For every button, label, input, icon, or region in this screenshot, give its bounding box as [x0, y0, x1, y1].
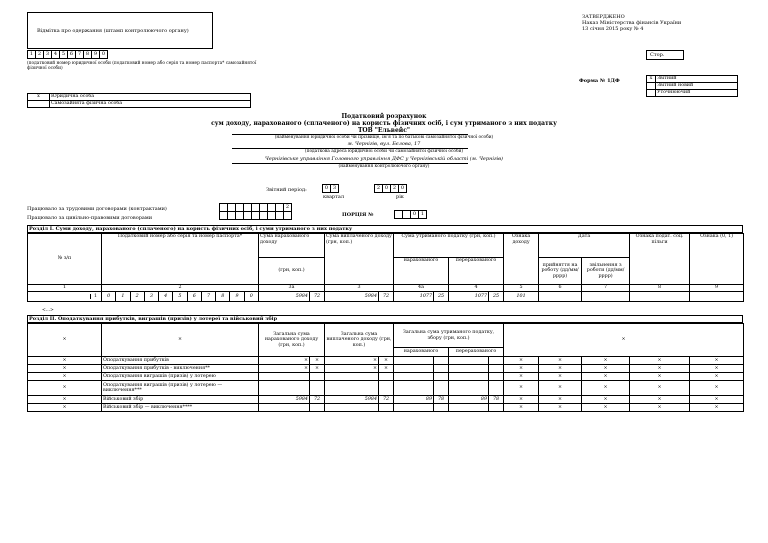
s2-row-x: × [504, 365, 539, 373]
s2-row-accrued-kop [310, 404, 325, 412]
quarter-digit: 3 [330, 184, 339, 193]
s2-row-x: × [28, 357, 102, 365]
approval-line3: 13 січня 2015 року № 4 [582, 26, 644, 32]
year-label: рік [396, 194, 404, 200]
s2-row-x: × [539, 381, 582, 396]
section1-table [27, 233, 744, 302]
s2-row-label: Оподаткування виграшів (призів) у лотерею [102, 373, 259, 381]
s1-column-number: 7 [582, 285, 630, 292]
entity-type-table [27, 93, 251, 108]
report-type-label: Уточнюючий [656, 90, 738, 97]
s2-row-x: × [539, 373, 582, 381]
year-digit: 0 [382, 184, 391, 193]
s2-row-tax-accrued [394, 373, 434, 381]
s2-header-x2: × [102, 324, 259, 357]
s2-row-tax-accrued [394, 381, 434, 396]
s2-row-x: × [582, 365, 630, 373]
s2-row-label: Військовий збір — виключення**** [102, 404, 259, 412]
company-note: (найменування юридичної особи чи прізвище, ім’я та по батькові самозайнятої фізичної особи) [274, 135, 494, 140]
s2-header-accrued: Загальна сума нарахованого доходу (грн, коп.) [259, 324, 325, 357]
section1-title-bar [27, 225, 743, 233]
s1-header-num: № з/п [28, 234, 102, 285]
s1-taxid-digit: 0 [102, 292, 116, 301]
s2-row-label: Оподаткування виграшів (призів) у лотерею — виключення*** [102, 381, 259, 396]
s1-column-number: 6 [539, 285, 582, 292]
s2-row-x: × [539, 365, 582, 373]
form-label: Форма № 1ДФ [579, 78, 620, 84]
s2-row-x: × [690, 396, 744, 404]
s2-row-paid-kop [379, 373, 394, 381]
tax-id-digit: 6 [67, 50, 76, 59]
s1-column-number: 1 [28, 285, 102, 292]
title-line1: Податковий розрахунок [341, 113, 427, 120]
s2-row-x: × [28, 396, 102, 404]
s1-taxid-digit: 7 [202, 292, 216, 301]
s1-header-withheld: Сума утриманого податку (грн, коп.) [394, 234, 504, 258]
tax-id-digit: 2 [35, 50, 44, 59]
s2-header-x1: × [28, 324, 102, 357]
s2-row [28, 373, 744, 381]
s2-row-x: × [504, 381, 539, 396]
quarter-digit: 0 [322, 184, 331, 193]
s1-row-num [28, 292, 102, 302]
s2-row-tax-accrued-kop [434, 357, 449, 365]
portion-digit: 1 [418, 210, 427, 219]
approval-line1: ЗАТВЕРДЖЕНО [582, 14, 625, 20]
s2-row-x: × [630, 396, 690, 404]
title-line2: сум доходу, нарахованого (сплаченого) на користь фізичних осіб, і сум утриманого з них податку [211, 120, 557, 127]
s2-row-label: Оподаткування прибутків - виключення** [102, 365, 259, 373]
s2-row [28, 396, 744, 404]
s2-row-tax-transferred [449, 404, 489, 412]
s2-row-tax-transferred-kop [489, 373, 504, 381]
s2-row-x: × [630, 365, 690, 373]
s1-taxid-digit: 8 [216, 292, 230, 301]
s1-row-accrued: 5984 [259, 292, 310, 302]
entity-type-checkbox[interactable]: х [28, 94, 50, 101]
s2-row-x: × [28, 404, 102, 412]
s2-row-tax-accrued [394, 357, 434, 365]
s2-row [28, 381, 744, 396]
s2-header-tax-accrued: нарахованого [394, 348, 449, 357]
report-type-label: Звітний новий [656, 83, 738, 90]
s2-row-x: × [582, 404, 630, 412]
section1-title: Розділ I. Суми доходу, нарахованого (сплаченого) на користь фізичних осіб, і суми утриманого з них податку [29, 226, 353, 232]
tax-id-digit: 4 [51, 50, 60, 59]
s1-row-taxid [102, 292, 259, 302]
s1-row-num-box: 1 [90, 294, 100, 300]
s2-row-x: × [539, 396, 582, 404]
report-type-table [646, 75, 738, 97]
s1-row-sign01 [690, 292, 744, 302]
s2-row-x: × [28, 373, 102, 381]
s2-row-x: × [690, 404, 744, 412]
tax-id-cells [27, 50, 107, 59]
s2-row-x: × [690, 373, 744, 381]
s2-row-x: × [582, 373, 630, 381]
s2-row-tax-transferred: 89 [449, 396, 489, 404]
s1-column-number: 3 [325, 285, 394, 292]
s2-row-tax-transferred-kop [489, 381, 504, 396]
s2-row-label: Військовий збір [102, 396, 259, 404]
s2-row-x: × [539, 357, 582, 365]
year-cells [374, 184, 406, 193]
address-note: (податкова адреса юридичної особи чи самозайнятої фізичної особи) [304, 149, 464, 154]
s2-row-paid [325, 404, 379, 412]
tax-id-digit: 7 [75, 50, 84, 59]
s2-row [28, 404, 744, 412]
s1-header-fire-date: звільнення з роботи (дд/мм/рррр) [582, 258, 630, 285]
s1-row-paid-kop: 72 [379, 292, 394, 302]
s1-header-income-sign: Ознака доходу [504, 234, 539, 285]
s2-row-tax-transferred-kop [489, 365, 504, 373]
s1-taxid-digit: 9 [230, 292, 244, 301]
tax-id-note: (податковий номер юридичної особи (податковий номер або серія та номер паспорта* самозайнятої фізичної особи) [27, 61, 257, 71]
s1-row-tax-transferred-kop: 25 [489, 292, 504, 302]
s2-row-paid [325, 373, 379, 381]
section2-title-bar [27, 315, 743, 323]
s1-taxid-digit: 6 [188, 292, 202, 301]
receipt-stamp-box [27, 12, 213, 49]
s2-header-tax-transferred: перерахованого [449, 348, 504, 357]
s2-row [28, 365, 744, 373]
report-type-label: Звітний [656, 76, 738, 83]
s2-header-withheld: Загальна сума утриманого податку, збору (грн, коп.) [394, 324, 504, 348]
s2-row-x: × [504, 373, 539, 381]
s1-header-hire-date: прийняття на роботу (дд/мм/рррр) [539, 258, 582, 285]
s2-row-paid-kop: × [379, 357, 394, 365]
s2-row-tax-transferred-kop: 78 [489, 396, 504, 404]
s1-row-tax-accrued: 1077 [394, 292, 434, 302]
s2-row-tax-accrued: 89 [394, 396, 434, 404]
s1-header-tax-transferred: перерахованого [449, 258, 504, 285]
s1-ellipsis: <...> [42, 308, 54, 313]
report-type-checkbox[interactable] [647, 83, 656, 90]
s2-row-x: × [504, 396, 539, 404]
s2-row-tax-transferred [449, 365, 489, 373]
s1-header-sign01: Ознака (0, 1) [690, 234, 744, 285]
s1-taxid-digit: 2 [131, 292, 145, 301]
s2-row-tax-accrued-kop [434, 404, 449, 412]
s2-row-paid-kop: 72 [379, 396, 394, 404]
s1-row-tax-accrued-kop: 25 [434, 292, 449, 302]
s2-row-paid: × [325, 357, 379, 365]
civil-count-cells [219, 211, 291, 220]
s1-column-number: 8 [630, 285, 690, 292]
s1-column-number: 4 [449, 285, 504, 292]
s1-row-soc-benefit [630, 292, 690, 302]
s1-row-paid: 5984 [325, 292, 379, 302]
s2-row-tax-transferred [449, 373, 489, 381]
s2-row-tax-transferred-kop [489, 404, 504, 412]
page-label: Стор. [650, 52, 665, 58]
s2-row-accrued [259, 404, 310, 412]
receipt-stamp-label: Відмітка про одержання (штамп контролюючого органу) [37, 28, 189, 34]
s2-row-x: × [504, 357, 539, 365]
s1-header-taxid: Податковий номер або серія та номер паспорта* [102, 234, 259, 285]
entity-type-label: Самозайнята фізична особа [50, 101, 251, 108]
s2-row-tax-accrued [394, 365, 434, 373]
entity-type-label: Юридична особа [50, 94, 251, 101]
portion-digit: 0 [410, 210, 419, 219]
s1-taxid-digit: 4 [159, 292, 173, 301]
tax-id-digit: 3 [43, 50, 52, 59]
tax-id-digit: 5 [59, 50, 68, 59]
s2-row-x: × [582, 396, 630, 404]
s2-row-x: × [630, 357, 690, 365]
s2-row-x: × [690, 357, 744, 365]
s2-row-accrued-kop: × [310, 357, 325, 365]
period-label: Звітний період: [266, 187, 307, 193]
s1-row-hire-date [539, 292, 582, 302]
s2-header-paid: Загальна сума виплаченого доходу (грн, коп.) [325, 324, 394, 357]
s1-taxid-digit: 1 [116, 292, 130, 301]
s2-row [28, 357, 744, 365]
s2-row-accrued-kop: × [310, 365, 325, 373]
s2-row-tax-transferred [449, 357, 489, 365]
labor-count-digit: 2 [283, 203, 292, 212]
section2-table [27, 323, 744, 412]
s1-column-number: 5 [504, 285, 539, 292]
s2-row-paid [325, 381, 379, 396]
s2-row-paid-kop [379, 381, 394, 396]
report-type-checkbox[interactable]: х [647, 76, 656, 83]
portion-label: ПОРЦІЯ № [342, 212, 374, 218]
company-name: ТОВ "Ельвейс" [357, 127, 411, 134]
quarter-cells [322, 184, 338, 193]
s2-row-x: × [690, 381, 744, 396]
entity-type-row [28, 94, 251, 101]
report-type-row [647, 83, 738, 90]
report-type-checkbox[interactable] [647, 90, 656, 97]
s2-row-x: × [630, 381, 690, 396]
quarter-label: квартал [323, 194, 345, 200]
s2-row-tax-accrued-kop [434, 365, 449, 373]
s2-row-x: × [630, 404, 690, 412]
s2-row-x: × [504, 404, 539, 412]
s2-row-x: × [690, 365, 744, 373]
s2-row-accrued: × [259, 357, 310, 365]
s2-row-tax-accrued-kop [434, 381, 449, 396]
s2-row-accrued-kop [310, 373, 325, 381]
s2-row-x: × [630, 373, 690, 381]
s2-row-x: × [582, 381, 630, 396]
s1-column-number: 9 [690, 285, 744, 292]
labor-contracts-label: Працювало за трудовими договорами (контрактами) [27, 206, 167, 212]
s1-row-accrued-kop: 72 [310, 292, 325, 302]
s1-header-accrued: Сума нарахованого доходу [259, 234, 325, 258]
s2-row-tax-accrued-kop [434, 373, 449, 381]
tax-id-digit: 1 [27, 50, 36, 59]
year-digit: 2 [390, 184, 399, 193]
s1-header-uah: (грн, коп.) [259, 258, 325, 285]
year-digit: 0 [398, 184, 407, 193]
s1-row-income-sign: 101 [504, 292, 539, 302]
s2-row-x: × [28, 365, 102, 373]
s2-row-x: × [28, 381, 102, 396]
s2-row-accrued: × [259, 365, 310, 373]
authority-note: (найменування контролюючого органу) [338, 164, 430, 169]
s1-header-paid: Сума виплаченого доходу (грн, коп.) [325, 234, 394, 285]
report-type-row [647, 90, 738, 97]
s1-column-number: 4а [394, 285, 449, 292]
s1-column-number: 3а [259, 285, 325, 292]
tax-id-digit: 8 [83, 50, 92, 59]
tax-id-digit: 0 [99, 50, 108, 59]
s1-header-date: Дата [539, 234, 630, 258]
civil-contracts-label: Працювало за цивільно-правовими договорами [27, 215, 153, 221]
s1-taxid-digit: 3 [145, 292, 159, 301]
s2-row-accrued [259, 381, 310, 396]
s1-row-tax-transferred: 1077 [449, 292, 489, 302]
s2-row-tax-transferred [449, 381, 489, 396]
entity-type-checkbox[interactable] [28, 101, 50, 108]
s2-row-tax-transferred-kop [489, 357, 504, 365]
entity-type-row [28, 101, 251, 108]
s2-row-accrued [259, 373, 310, 381]
s2-row-tax-accrued [394, 404, 434, 412]
s1-data-row [28, 292, 744, 302]
page-box [646, 50, 684, 60]
approval-line2: Наказ Міністерства фінансів України [582, 20, 682, 26]
s2-row-paid-kop: × [379, 365, 394, 373]
s1-taxid-digit: 5 [173, 292, 187, 301]
s1-taxid-digit: 0 [249, 294, 253, 299]
report-type-row [647, 76, 738, 83]
tax-id-digit: 9 [91, 50, 100, 59]
portion-cells [394, 210, 426, 219]
s1-row-fire-date [582, 292, 630, 302]
s1-column-number: 2 [102, 285, 259, 292]
s1-header-soc-benefit: Ознака подат. соц. пільги [630, 234, 690, 285]
s2-row-tax-accrued-kop: 78 [434, 396, 449, 404]
s2-row-accrued: 5984 [259, 396, 310, 404]
year-digit: 2 [374, 184, 383, 193]
s2-header-x3: × [504, 324, 744, 357]
s2-row-label: Оподаткування прибутків [102, 357, 259, 365]
s2-row-accrued-kop [310, 381, 325, 396]
s2-row-paid-kop [379, 404, 394, 412]
s2-row-x: × [539, 404, 582, 412]
s2-row-paid: 5984 [325, 396, 379, 404]
civil-count-digit [283, 211, 292, 220]
company-address: м. Чернігів, вул. Бєлова, 17 [347, 141, 421, 147]
authority-name: Чернігівське управління Головного управління ДФС у Чернігівській області (м. Чернігів) [265, 156, 503, 162]
s2-row-paid: × [325, 365, 379, 373]
s2-row-x: × [582, 357, 630, 365]
section2-title: Розділ ІІ. Оподаткування прибутків, виграшів (призів) у лотереї та військовий збір [29, 316, 278, 322]
s1-header-tax-accrued: нарахованого [394, 258, 449, 285]
s2-row-accrued-kop: 72 [310, 396, 325, 404]
